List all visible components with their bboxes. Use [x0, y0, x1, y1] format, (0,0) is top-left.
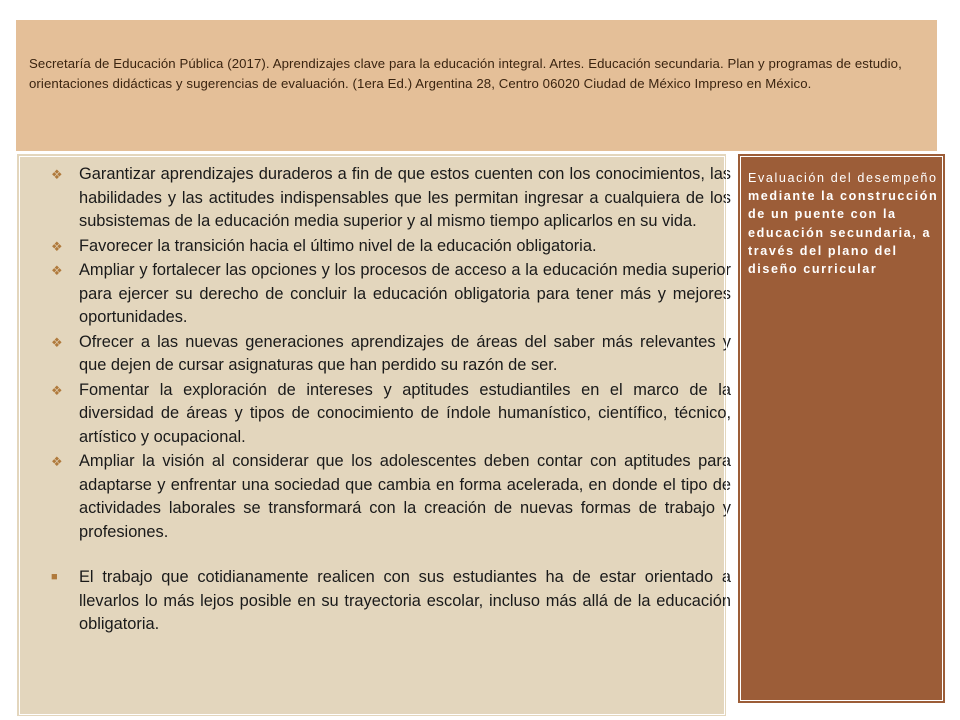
- list-item: [51, 379, 731, 450]
- objectives-panel: [16, 153, 731, 718]
- list-item: [51, 259, 731, 330]
- objectives-list: [51, 163, 731, 638]
- evaluation-text: [748, 169, 940, 278]
- diamond-bullet-icon: ❖: [51, 454, 63, 469]
- list-item-text: Ampliar y fortalecer las opciones y los procesos de acceso a la educación media superior para ejercer su derecho de concluir la educación obligatoria para tener más y mejores oportunidades.: [79, 261, 731, 326]
- list-item-text: Favorecer la transición hacia el último nivel de la educación obligatoria.: [79, 236, 597, 255]
- citation-text: Secretaría de Educación Pública (2017). Aprendizajes clave para la educación integral. Artes. Educación secundaria. Plan y programas de estudio, orientaciones didácticas y sugerencias de evaluación. (1era Ed.) Argentina 28, Centro 06020 Ciudad de México Impreso en México.: [29, 56, 902, 91]
- list-item-text: Ampliar la visión al considerar que los adolescentes deben contar con aptitudes para adaptarse y enfrentar una sociedad que cambia en forma acelerada, en donde el tipo de actividades laborales se transformará con la creación de nuevas formas de trabajo y profesiones.: [79, 452, 731, 541]
- diamond-bullet-icon: ❖: [51, 334, 63, 350]
- evaluation-panel: [737, 153, 946, 704]
- list-item: [51, 163, 731, 234]
- evaluation-lead: Evaluación del desempeño: [748, 171, 938, 185]
- list-item: [51, 450, 731, 544]
- citation-header: [16, 20, 937, 151]
- square-bullet-icon: ■: [51, 571, 58, 583]
- list-item-text: Garantizar aprendizajes duraderos a fin de que estos cuenten con los conocimientos, las habilidades y las actitudes indispensables que les permitan ingresar a cualquiera de los subsistemas de la educación media superior y al mismo tiempo aplicarlos en su vida.: [79, 165, 731, 230]
- list-item-text: Fomentar la exploración de intereses y aptitudes estudiantiles en el marco de la diversidad de áreas y tipos de conocimiento de índole humanístico, científico, técnico, artístico y ocupacional.: [79, 380, 731, 446]
- list-item-text: Ofrecer a las nuevas generaciones aprendizajes de áreas del saber más relevantes y que dejen de cursar asignaturas que han perdido su razón de ser.: [79, 332, 731, 374]
- diamond-bullet-icon: ❖: [51, 238, 63, 254]
- diamond-bullet-icon: ❖: [51, 167, 63, 182]
- list-item-final: [51, 566, 731, 637]
- list-item-text: El trabajo que cotidianamente realicen con sus estudiantes ha de estar orientado a llevarlos lo más lejos posible en su trayectoria escolar, incluso más allá de la educación obligatoria.: [79, 568, 731, 633]
- evaluation-rest: mediante la construcción de un puente con la educación secundaria, a través del plano del diseño curricular: [748, 189, 939, 277]
- diamond-bullet-icon: ❖: [51, 382, 63, 398]
- list-item: [51, 235, 731, 259]
- diamond-bullet-icon: ❖: [51, 263, 63, 278]
- list-item: [51, 331, 731, 378]
